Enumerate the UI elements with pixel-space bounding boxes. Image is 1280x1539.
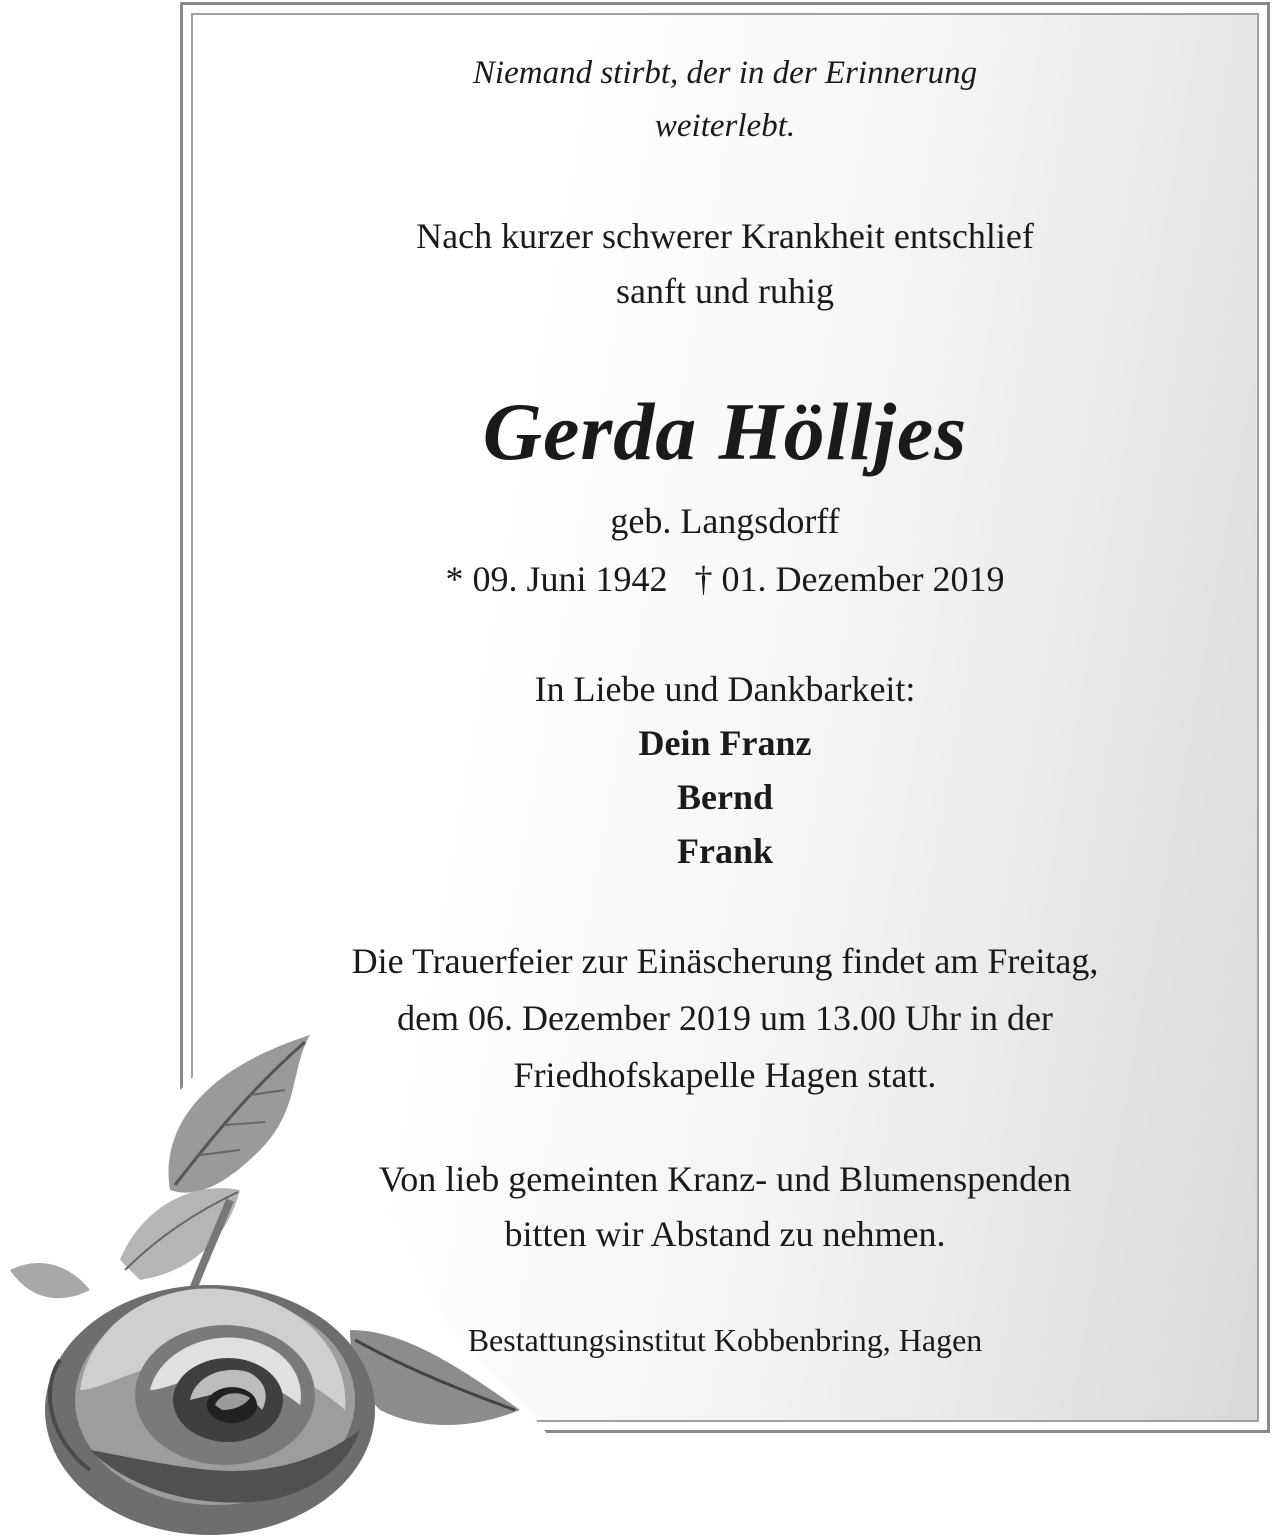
ceremony-line-2: dem 06. Dezember 2019 um 13.00 Uhr in der xyxy=(397,998,1053,1038)
deceased-name: Gerda Hölljes xyxy=(482,386,968,477)
funeral-home: Bestattungsinstitut Kobbenbring, Hagen xyxy=(467,1322,983,1358)
mourner-name: Bernd xyxy=(676,777,773,817)
ceremony-line-3: Friedhofskapelle Hagen statt. xyxy=(513,1055,937,1095)
intro-line-2: sanft und ruhig xyxy=(616,271,834,311)
ceremony-line-1: Die Trauerfeier zur Einäscherung findet am Freitag, xyxy=(351,941,1099,981)
life-dates: * 09. Juni 1942 † 01. Dezember 2019 xyxy=(445,559,1005,599)
mourners-heading: In Liebe und Dankbarkeit: xyxy=(534,669,916,709)
maiden-name: geb. Langsdorff xyxy=(610,501,840,541)
mourner-name: Dein Franz xyxy=(638,723,812,763)
donations-line-2: bitten wir Abstand zu nehmen. xyxy=(504,1214,946,1254)
donations-line-1: Von lieb gemeinten Kranz- und Blumenspenden xyxy=(378,1159,1072,1199)
rose-illustration xyxy=(0,1030,560,1539)
intro-line-1: Nach kurzer schwerer Krankheit entschlief xyxy=(416,216,1034,256)
mourner-name: Frank xyxy=(676,831,773,871)
motto-line-1: Niemand stirbt, der in der Erinnerung xyxy=(472,55,978,91)
motto-line-2: weiterlebt. xyxy=(654,108,796,144)
